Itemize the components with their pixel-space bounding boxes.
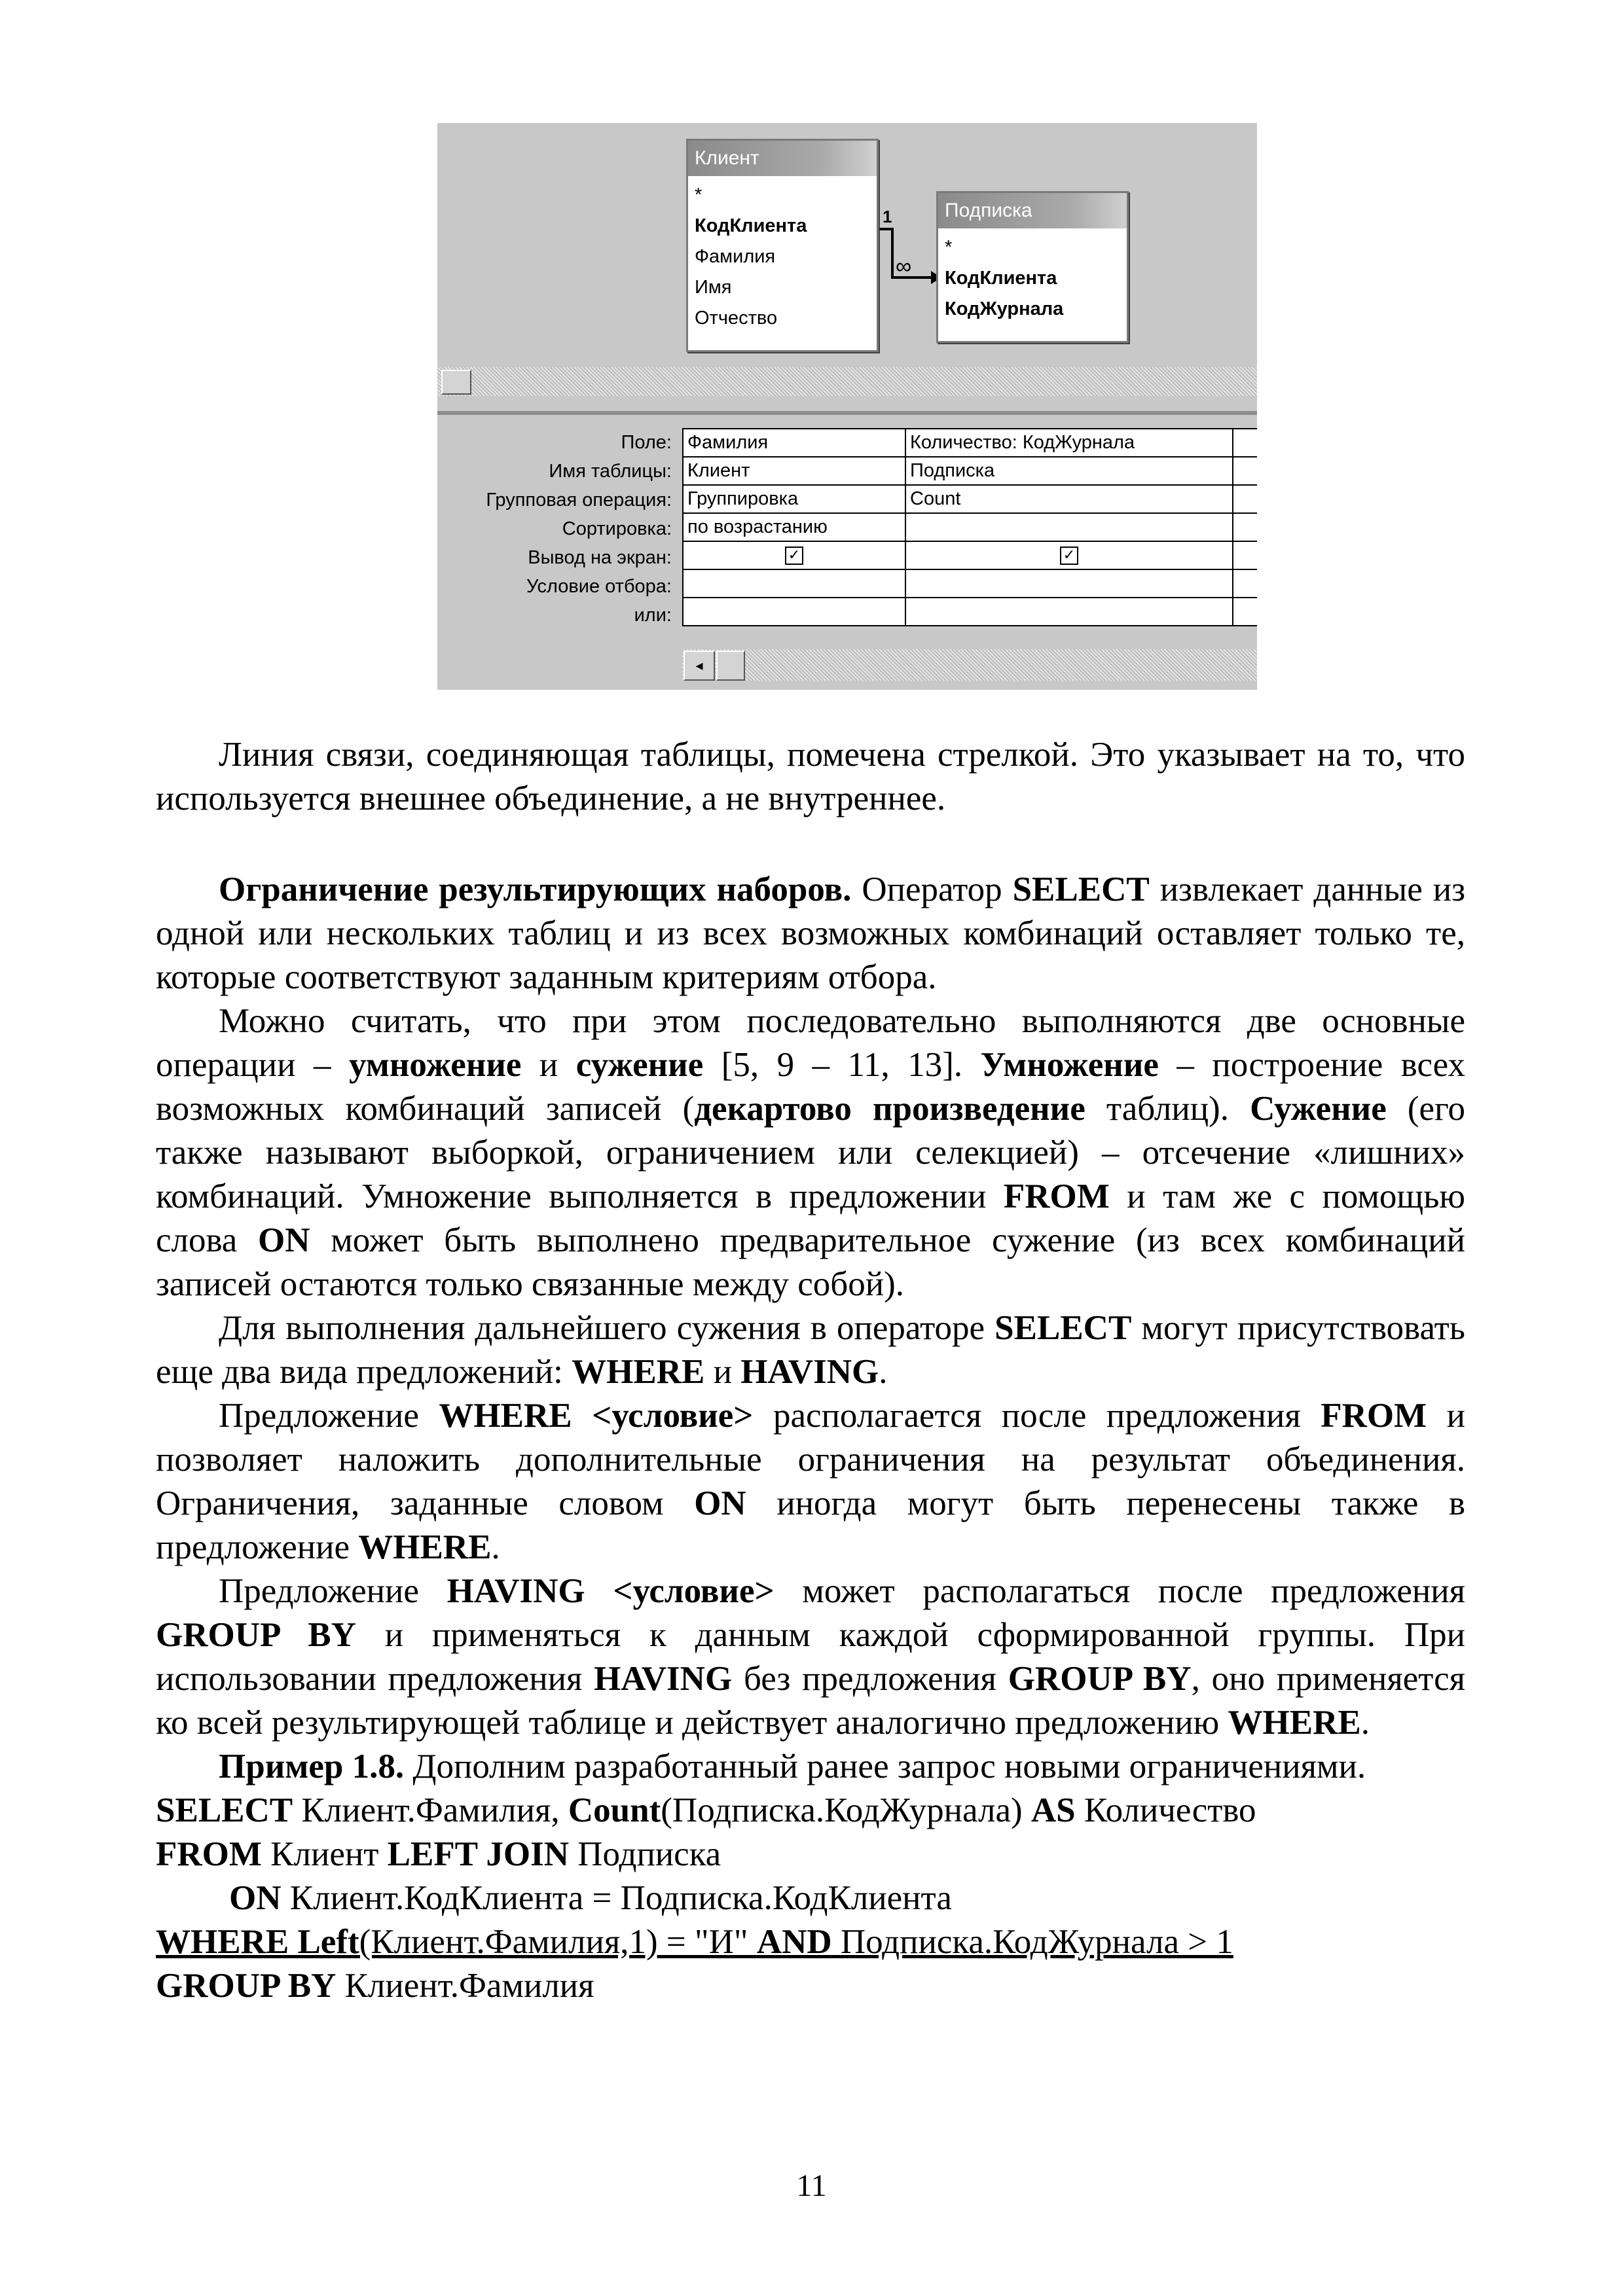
code-line bbox=[156, 1833, 1465, 1876]
sql-keyword: WHERE Left bbox=[156, 1923, 359, 1961]
grid-row-field bbox=[683, 429, 1257, 457]
text-run: иногда могут быть перенесены также в предложение bbox=[156, 1484, 1465, 1566]
grid-row-or bbox=[683, 598, 1257, 626]
text-run: [5, 9 – 11, 13]. bbox=[703, 1046, 981, 1084]
sql-keyword: SELECT bbox=[156, 1791, 293, 1829]
term: сужение bbox=[575, 1046, 704, 1084]
table-client-fields bbox=[688, 176, 877, 338]
scrollbar-thumb[interactable] bbox=[441, 370, 471, 395]
show-checkbox[interactable]: ✓ bbox=[785, 547, 803, 565]
page-number: 11 bbox=[796, 2168, 827, 2203]
text-run: извлекает данные из одной или нескольких таблиц и из всех возможных комбинаций оставляет только те, которые соответствуют заданным критериям отбора. bbox=[156, 870, 1466, 996]
code-text: Клиент.Фамилия bbox=[336, 1967, 594, 2005]
code-text: Количество bbox=[1075, 1791, 1256, 1829]
sql-keyword: LEFT JOIN bbox=[387, 1835, 569, 1873]
table-subscription[interactable] bbox=[936, 191, 1129, 343]
text-run: могут присутствовать еще два вида предложений: bbox=[156, 1309, 1465, 1391]
text-run: – построение всех возможных комбинаций записей ( bbox=[156, 1046, 1465, 1128]
keyword: WHERE bbox=[358, 1528, 492, 1566]
grid-cell-empty[interactable] bbox=[1233, 541, 1257, 569]
keyword: GROUP BY bbox=[1008, 1660, 1192, 1698]
term: декартово произведение bbox=[694, 1090, 1085, 1128]
text-run: (его также называют выборкой, ограничением или селекцией) – отсечение «лишних» комбинаций. Умножение выполняется в предложении bbox=[156, 1090, 1466, 1215]
text-run: Предложение bbox=[219, 1397, 439, 1435]
code-text: Подписка.КодЖурнала > 1 bbox=[831, 1923, 1233, 1961]
grid-cell-empty[interactable] bbox=[905, 569, 1233, 598]
keyword: HAVING bbox=[740, 1353, 879, 1391]
paragraph bbox=[156, 733, 1465, 821]
keyword: ON bbox=[694, 1484, 746, 1522]
paragraph bbox=[156, 1306, 1465, 1394]
keyword: WHERE bbox=[572, 1353, 705, 1391]
grid-cell[interactable]: Подписка bbox=[905, 457, 1233, 485]
show-checkbox[interactable]: ✓ bbox=[1060, 547, 1078, 565]
keyword: GROUP BY bbox=[156, 1616, 356, 1654]
section-heading: Ограничение результирующих наборов. bbox=[219, 870, 852, 908]
grid-cell bbox=[905, 541, 1233, 569]
keyword: SELECT bbox=[994, 1309, 1132, 1347]
grid-cell-empty[interactable] bbox=[1233, 429, 1257, 457]
grid-row-labels bbox=[437, 428, 672, 630]
field-item[interactable]: КодЖурнала bbox=[945, 298, 1064, 319]
text-run: Предложение bbox=[219, 1572, 447, 1610]
sql-keyword: AS bbox=[1030, 1791, 1076, 1829]
query-designer-screenshot bbox=[437, 123, 1257, 690]
grid-cell-empty[interactable] bbox=[1233, 457, 1257, 485]
field-item[interactable]: Имя bbox=[695, 277, 732, 298]
text-run: и применяться к данным каждой сформированной группы. При использовании предложения bbox=[156, 1616, 1465, 1698]
grid-row-sort bbox=[683, 513, 1257, 541]
keyword: HAVING <условие> bbox=[447, 1572, 775, 1610]
grid-cell-empty[interactable] bbox=[1233, 485, 1257, 513]
body-text bbox=[156, 733, 1465, 2008]
sql-keyword: ON bbox=[229, 1879, 282, 1917]
text-run: располагается после предложения bbox=[753, 1397, 1321, 1435]
paragraph bbox=[156, 868, 1465, 999]
code-text: Клиент.Фамилия, bbox=[293, 1791, 568, 1829]
keyword: SELECT bbox=[1012, 870, 1150, 908]
grid-cell[interactable]: Группировка bbox=[683, 485, 905, 513]
grid-label-field: Поле: bbox=[621, 432, 672, 453]
field-item[interactable]: Фамилия bbox=[695, 246, 776, 267]
text-run: , оно применяется ко всей результирующей таблице и действует аналогично предложению bbox=[156, 1660, 1465, 1742]
grid-row-group bbox=[683, 485, 1257, 513]
code-text: (Подписка.КодЖурнала) bbox=[661, 1791, 1031, 1829]
keyword: WHERE bbox=[1228, 1704, 1361, 1742]
grid-cell[interactable]: Клиент bbox=[683, 457, 905, 485]
code-text: Клиент bbox=[261, 1835, 388, 1873]
keyword: ON bbox=[258, 1221, 310, 1259]
text-run: и bbox=[704, 1353, 741, 1391]
grid-cell[interactable]: по возрастанию bbox=[683, 513, 905, 541]
paragraph bbox=[156, 999, 1465, 1306]
term: Умножение bbox=[980, 1046, 1159, 1084]
sql-keyword: FROM bbox=[156, 1835, 262, 1873]
grid-cell-empty[interactable] bbox=[1233, 569, 1257, 598]
code-line bbox=[156, 1876, 1465, 1920]
relation-many-label: ∞ bbox=[896, 254, 912, 279]
field-item[interactable]: КодКлиента bbox=[945, 268, 1057, 289]
paragraph bbox=[156, 1570, 1465, 1745]
grid-cell[interactable]: Количество: КодЖурнала bbox=[905, 429, 1233, 457]
sql-keyword: Count bbox=[568, 1791, 661, 1829]
text-run: Линия связи, соединяющая таблицы, помечена стрелкой. Это указывает на то, что используется внешнее объединение, а не внутреннее. bbox=[156, 736, 1465, 817]
text-run: Дополним разработанный ранее запрос новыми ограничениями. bbox=[404, 1748, 1366, 1785]
sql-keyword: AND bbox=[756, 1923, 832, 1961]
field-item[interactable]: КодКлиента bbox=[695, 215, 807, 236]
scroll-left-arrow-icon[interactable]: ◂ bbox=[684, 651, 715, 681]
keyword: HAVING bbox=[594, 1660, 733, 1698]
relation-one-label: 1 bbox=[883, 207, 892, 226]
code-line bbox=[156, 1920, 1465, 1964]
sql-code-block bbox=[156, 1789, 1465, 2008]
text-run: . bbox=[1360, 1704, 1370, 1742]
field-item[interactable]: * bbox=[945, 237, 953, 258]
paragraph bbox=[156, 1745, 1465, 1789]
text-run: . bbox=[879, 1353, 888, 1391]
table-subscription-fields bbox=[938, 228, 1127, 329]
grid-label-or: или: bbox=[634, 605, 672, 626]
grid-cell-empty[interactable] bbox=[1233, 598, 1257, 626]
keyword: FROM bbox=[1003, 1177, 1110, 1215]
grid-cell-empty[interactable] bbox=[683, 598, 905, 626]
term: Сужение bbox=[1250, 1090, 1387, 1128]
grid-cell bbox=[683, 541, 905, 569]
text-run: и там же с помощью слова bbox=[156, 1177, 1465, 1259]
grid-row-table bbox=[683, 457, 1257, 485]
table-client[interactable] bbox=[686, 139, 879, 352]
grid-row-criteria bbox=[683, 569, 1257, 598]
text-run: Для выполнения дальнейшего сужения в операторе bbox=[219, 1309, 995, 1347]
grid-label-group: Групповая операция: bbox=[486, 490, 672, 511]
query-design-grid bbox=[682, 428, 1257, 626]
grid-label-show: Вывод на экран: bbox=[528, 547, 672, 568]
pane-splitter[interactable] bbox=[437, 411, 1257, 415]
upper-horizontal-scrollbar[interactable] bbox=[437, 367, 1257, 396]
example-label: Пример 1.8. bbox=[219, 1748, 405, 1785]
keyword: FROM bbox=[1321, 1397, 1427, 1435]
text-run: . bbox=[491, 1528, 500, 1566]
text-run: и bbox=[521, 1046, 576, 1084]
grid-label-table: Имя таблицы: bbox=[549, 461, 672, 482]
code-text: Клиент.КодКлиента = Подписка.КодКлиента bbox=[281, 1879, 952, 1917]
text-run: без предложения bbox=[732, 1660, 1008, 1698]
grid-cell[interactable]: Фамилия bbox=[683, 429, 905, 457]
lower-horizontal-scrollbar[interactable] bbox=[682, 649, 1257, 681]
grid-cell[interactable] bbox=[905, 513, 1233, 541]
code-text: (Клиент.Фамилия,1) = "И" bbox=[359, 1923, 757, 1961]
grid-label-criteria: Условие отбора: bbox=[526, 576, 672, 597]
table-client-title: Клиент bbox=[688, 141, 877, 176]
keyword: WHERE <условие> bbox=[439, 1397, 754, 1435]
code-line bbox=[156, 1964, 1465, 2008]
text-run: таблиц). bbox=[1085, 1090, 1250, 1128]
term: умножение bbox=[348, 1046, 522, 1084]
text-run: может быть выполнено предварительное сужение (из всех комбинаций записей остаются только связанные между собой). bbox=[156, 1221, 1465, 1303]
grid-label-sort: Сортировка: bbox=[562, 518, 672, 539]
grid-cell-empty[interactable] bbox=[905, 598, 1233, 626]
grid-cell-empty[interactable] bbox=[1233, 513, 1257, 541]
table-subscription-title: Подписка bbox=[938, 193, 1127, 228]
field-item[interactable]: * bbox=[695, 185, 702, 206]
text-run: Можно считать, что при этом последовательно выполняются две основные операции – bbox=[156, 1002, 1465, 1084]
text-run: Оператор bbox=[851, 870, 1013, 908]
grid-cell-empty[interactable] bbox=[683, 569, 905, 598]
code-text: Подписка bbox=[568, 1835, 721, 1873]
code-line bbox=[156, 1789, 1465, 1833]
grid-cell[interactable]: Count bbox=[905, 485, 1233, 513]
field-item[interactable]: Отчество bbox=[695, 308, 778, 329]
text-run: и позволяет наложить дополнительные ограничения на результат объединения. Ограничения, заданные словом bbox=[156, 1397, 1465, 1522]
scrollbar-thumb[interactable] bbox=[716, 651, 745, 681]
grid-row-show bbox=[683, 541, 1257, 569]
text-run: может располагаться после предложения bbox=[774, 1572, 1466, 1610]
sql-keyword: GROUP BY bbox=[156, 1967, 337, 2005]
paragraph bbox=[156, 1394, 1465, 1570]
